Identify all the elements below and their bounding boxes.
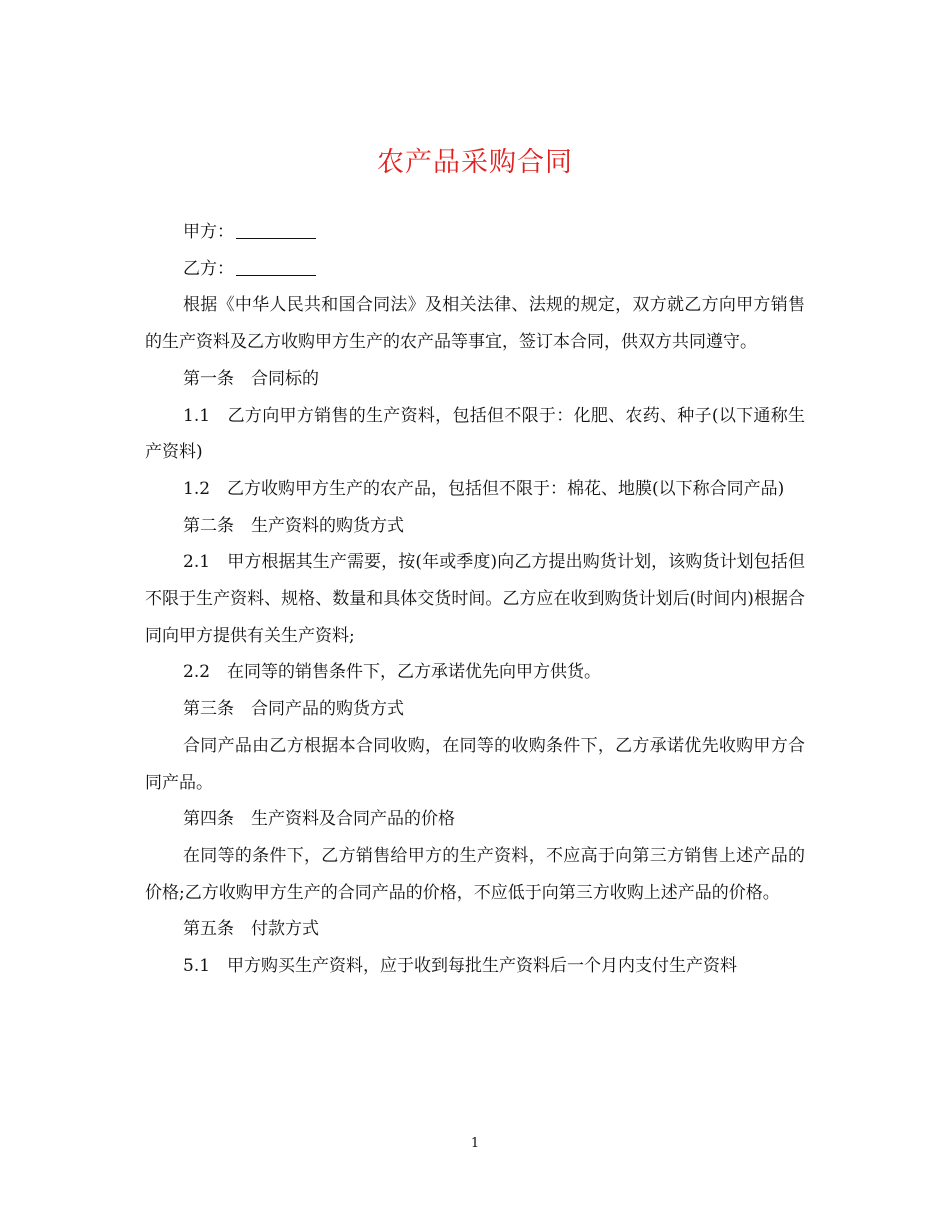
party-b-label: 乙方：	[183, 258, 234, 279]
party-a-label: 甲方：	[183, 222, 234, 242]
paragraph: 5.1 甲方购买生产资料，应于收到每批生产资料后一个月内支付生产资料	[183, 956, 738, 977]
paragraph: 根据《中华人民共和国合同法》及相关法律、法规的规定，双方就乙方向甲方销售的生产资料及乙方收购甲方生产的农产品等事宜，签订本合同，供双方共同遵守。	[145, 295, 805, 353]
party-a-line	[145, 214, 805, 251]
article-heading: 第三条 合同产品的购货方式	[183, 699, 404, 720]
document-body	[145, 214, 805, 985]
page-number: 1	[470, 1136, 480, 1151]
article-heading: 第四条 生产资料及合同产品的价格	[183, 809, 455, 830]
paragraph: 1.2 乙方收购甲方生产的农产品，包括但不限于：棉花、地膜(以下称合同产品)	[183, 478, 785, 499]
paragraph: 1.1 乙方向甲方销售的生产资料，包括但不限于：化肥、农药、种子(以下通称生产资料)	[145, 405, 805, 463]
document-title: 农产品采购合同	[377, 147, 573, 178]
paragraph: 在同等的条件下，乙方销售给甲方的生产资料，不应高于向第三方销售上述产品的价格;乙方收购甲方生产的合同产品的价格，不应低于向第三方收购上述产品的价格。	[145, 845, 805, 903]
party-b-line	[145, 251, 805, 288]
article-heading: 第二条 生产资料的购货方式	[183, 515, 404, 536]
party-a-blank	[236, 220, 316, 239]
paragraph: 合同产品由乙方根据本合同收购，在同等的收购条件下，乙方承诺优先收购甲方合同产品。	[145, 735, 805, 793]
article-heading: 第五条 付款方式	[183, 919, 319, 940]
article-heading: 第一条 合同标的	[183, 368, 319, 389]
paragraph: 2.1 甲方根据其生产需要，按(年或季度)向乙方提出购货计划，该购货计划包括但不限于生产资料、规格、数量和具体交货时间。乙方应在收到购货计划后(时间内)根据合同向甲方提供有关生产资料;	[145, 552, 805, 646]
paragraph: 2.2 在同等的销售条件下，乙方承诺优先向甲方供货。	[183, 662, 602, 683]
party-b-blank	[236, 257, 316, 276]
